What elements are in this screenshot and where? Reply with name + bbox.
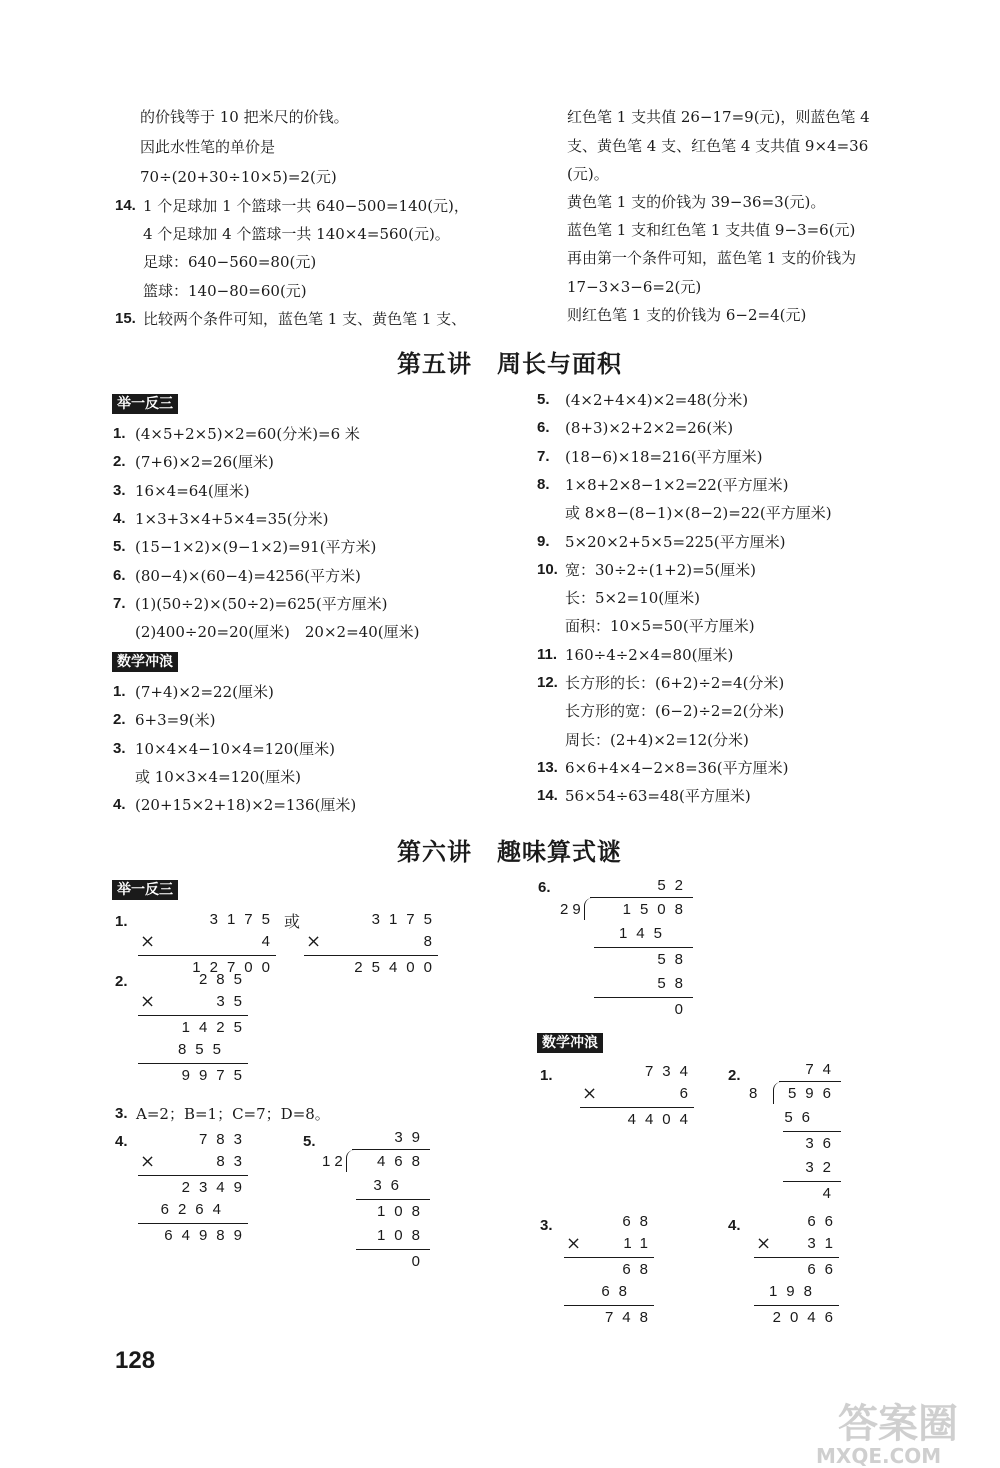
partial-product: 68 [622, 1261, 657, 1278]
product: 4404 [627, 1111, 697, 1128]
rule-line [594, 997, 693, 998]
subtrahend: 145 [618, 925, 671, 942]
question-number: 3. [113, 481, 126, 499]
rule-line [754, 1305, 839, 1306]
answer-line: 宽：30÷2÷(1+2)=5(厘米) [565, 560, 756, 579]
multiplicand: 3175 [371, 911, 441, 928]
text-line: 因此水性笔的单价是 [140, 138, 276, 156]
question-number: 2. [113, 711, 126, 729]
divisor: 8 [749, 1085, 762, 1102]
answer-line: (1)(50÷2)×(50÷2)=625(平方厘米) [135, 594, 388, 613]
rule-line [564, 1257, 654, 1258]
divisor: 29 [560, 901, 585, 918]
multiplier: 11 [623, 1235, 657, 1252]
remainder: 108 [376, 1203, 429, 1220]
rule-line [138, 955, 276, 956]
page-number: 128 [115, 1347, 156, 1374]
answer-line: 或 8×8−(8−1)×(8−2)=22(平方厘米) [565, 504, 832, 523]
dividend: 1508 [622, 901, 692, 918]
answer-line: (7+4)×2=22(厘米) [135, 683, 274, 701]
remainder: 36 [805, 1135, 840, 1152]
section-badge: 举一反三 [112, 880, 178, 900]
multiplier: 4 [261, 933, 279, 950]
product: 748 [604, 1309, 657, 1326]
section-title: 第五讲 周长与面积 [397, 350, 622, 378]
section-badge: 举一反三 [112, 394, 178, 414]
answer-line: 或 10×3×4=120(厘米) [135, 767, 301, 786]
multiply-sign: × [140, 991, 156, 1012]
question-number: 11. [537, 645, 558, 663]
multiplier: 31 [807, 1235, 842, 1252]
rule-line [594, 947, 693, 948]
question-number: 1. [115, 913, 128, 930]
remainder: 4 [822, 1185, 840, 1202]
multiplier: 6 [679, 1085, 697, 1102]
dividend: 596 [787, 1085, 840, 1102]
question-number: 6. [537, 419, 550, 437]
answer-line: 10×4×4−10×4=120(厘米) [135, 739, 335, 758]
answer-line: 56×54÷63=48(平方厘米) [565, 787, 751, 806]
question-number: 7. [537, 447, 550, 465]
question-number: 10. [537, 560, 558, 578]
answer-line: 1×3+3×4+5×4=35(分米) [135, 509, 329, 528]
product: 25400 [354, 959, 441, 976]
answer-line: (2)400÷20=20(厘米) 20×2=40(厘米) [135, 623, 420, 642]
rule-line [138, 1063, 248, 1064]
question-number: 2. [115, 973, 128, 990]
rule-line [304, 955, 438, 956]
rule-line [564, 1305, 654, 1306]
section-badge: 数学冲浪 [112, 652, 178, 672]
question-number: 14. [537, 787, 558, 805]
quotient: 74 [805, 1061, 840, 1078]
answer-line: (7+6)×2=26(厘米) [135, 453, 274, 472]
multiplier: 83 [216, 1153, 251, 1170]
answer-line: 面积：10×5=50(平方厘米) [565, 617, 755, 636]
multiplicand: 66 [807, 1213, 842, 1230]
rule-line [356, 1199, 430, 1200]
section-badge: 数学冲浪 [537, 1033, 603, 1053]
text-line: 支、黄色笔 4 支、红色笔 4 支共值 9×4=36 [567, 137, 869, 155]
answer-line: (15−1×2)×(9−1×2)=91(平方米) [135, 538, 377, 557]
text-line: 4 个足球加 4 个篮球一共 140×4=560(元)。 [143, 225, 450, 243]
question-number: 4. [113, 796, 126, 814]
answer-line: (20+15×2+18)×2=136(厘米) [135, 796, 357, 815]
remainder: 0 [674, 1001, 692, 1018]
answer-line: (80−4)×(60−4)=4256(平方米) [135, 566, 361, 585]
answer-line: 160÷4÷2×4=80(厘米) [565, 645, 734, 664]
product: 64989 [164, 1227, 251, 1244]
partial-product: 68 [601, 1283, 636, 1300]
remainder: 58 [657, 951, 692, 968]
watermark-url: MXQE.COM [816, 1444, 942, 1468]
question-number: 12. [537, 674, 558, 691]
multiplicand: 68 [622, 1213, 657, 1230]
answer-line: (18−6)×18=216(平方厘米) [565, 447, 763, 466]
answer-line: 长方形的宽：(6−2)÷2=2(分米) [565, 702, 785, 721]
partial-product: 855 [177, 1041, 230, 1058]
multiplier: 35 [216, 993, 251, 1010]
question-number: 3. [113, 739, 126, 757]
subtrahend: 108 [376, 1227, 429, 1244]
text-line: A=2；B=1；C=7；D=8。 [136, 1105, 330, 1123]
watermark-logo: 答案圈 [838, 1401, 958, 1447]
multiply-sign: × [566, 1233, 582, 1254]
question-number: 1. [540, 1067, 553, 1084]
rule-line [779, 1081, 841, 1082]
answer-line: (4×5+2×5)×2=60(分米)=6 米 [135, 425, 360, 443]
rule-line [356, 1249, 430, 1250]
question-number: 2. [113, 453, 126, 471]
partial-product: 6264 [160, 1201, 230, 1218]
rule-line [138, 1015, 248, 1016]
partial-product: 198 [768, 1283, 821, 1300]
product: 2046 [772, 1309, 842, 1326]
product: 12700 [192, 959, 279, 976]
remainder: 0 [411, 1253, 429, 1270]
text-line: 足球：640−560=80(元) [143, 253, 317, 271]
answer-line: 长：5×2=10(厘米) [565, 589, 701, 608]
quotient: 39 [394, 1129, 429, 1146]
answer-line: (4×2+4×4)×2=48(分米) [565, 391, 749, 409]
question-number: 4. [728, 1217, 741, 1234]
multiply-sign: × [756, 1233, 772, 1254]
multiplier: 8 [423, 933, 441, 950]
rule-line [138, 1223, 248, 1224]
question-number: 5. [537, 391, 550, 408]
question-number: 4. [115, 1133, 128, 1150]
question-number: 7. [113, 594, 126, 612]
answer-line: 5×20×2+5×5=225(平方厘米) [565, 532, 786, 551]
answer-line: 长方形的长：(6+2)÷2=4(分米) [565, 674, 785, 692]
text-line: 篮球：140−80=60(元) [143, 282, 307, 300]
subtrahend: 56 [784, 1109, 819, 1126]
partial-product: 66 [807, 1261, 842, 1278]
question-number: 13. [537, 758, 558, 776]
text-line: 比较两个条件可知，蓝色笔 1 支、黄色笔 1 支、 [143, 310, 467, 328]
multiply-sign: × [140, 931, 156, 952]
question-number: 9. [537, 532, 550, 550]
section-title: 第六讲 趣味算式谜 [397, 838, 622, 866]
text-line: 黄色笔 1 支的价钱为 39−36=3(元)。 [567, 193, 826, 211]
text-line: 的价钱等于 10 把米尺的价钱。 [140, 108, 349, 126]
text-line: 70÷(20+30÷10×5)=2(元) [140, 168, 337, 186]
question-number: 3. [540, 1217, 553, 1234]
multiplicand: 285 [198, 971, 251, 988]
rule-line [783, 1131, 841, 1132]
question-number: 6. [538, 879, 551, 896]
dividend: 468 [376, 1153, 429, 1170]
question-number: 4. [113, 509, 126, 527]
product: 9975 [181, 1067, 251, 1084]
multiply-sign: × [140, 1151, 156, 1172]
rule-line [590, 897, 693, 898]
text-line: 红色笔 1 支共值 26−17=9(元)，则蓝色笔 4 [567, 108, 870, 126]
multiplicand: 734 [644, 1063, 697, 1080]
answer-line: 周长：(2+4)×2=12(分米) [565, 730, 749, 749]
rule-line [783, 1181, 841, 1182]
question-number: 5. [113, 538, 126, 556]
answer-line: 1×8+2×8−1×2=22(平方厘米) [565, 475, 789, 494]
answer-line: 16×4=64(厘米) [135, 481, 250, 500]
question-number: 8. [537, 475, 550, 493]
question-number: 1. [113, 683, 126, 700]
text-line: 则红色笔 1 支的价钱为 6−2=4(元) [567, 306, 807, 324]
multiplicand: 3175 [209, 911, 279, 928]
text-line: 17−3×3−6=2(元) [567, 278, 702, 296]
subtrahend: 32 [805, 1159, 840, 1176]
text-line: 1 个足球加 1 个篮球一共 640−500=140(元)， [143, 197, 469, 215]
question-number: 1. [113, 425, 126, 442]
or-label: 或 [284, 912, 301, 931]
answer-line: 6+3=9(米) [135, 711, 216, 730]
text-line: (元)。 [567, 165, 609, 183]
multiply-sign: × [582, 1083, 598, 1104]
subtrahend: 36 [373, 1177, 408, 1194]
text-line: 再由第一个条件可知，蓝色笔 1 支的价钱为 [567, 249, 857, 267]
multiply-sign: × [306, 931, 322, 952]
question-number: 15. [115, 310, 136, 327]
quotient: 52 [657, 877, 692, 894]
partial-product: 1425 [181, 1019, 251, 1036]
text-line: 蓝色笔 1 支和红色笔 1 支共值 9−3=6(元) [567, 221, 856, 239]
rule-line [352, 1149, 430, 1150]
rule-line [754, 1257, 839, 1258]
divisor: 12 [322, 1153, 347, 1170]
answer-line: 6×6+4×4−2×8=36(平方厘米) [565, 758, 789, 777]
answer-line: (8+3)×2+2×2=26(米) [565, 419, 734, 438]
partial-product: 2349 [181, 1179, 251, 1196]
question-number: 5. [303, 1133, 316, 1150]
question-number: 2. [728, 1067, 741, 1084]
question-number: 3. [115, 1105, 128, 1122]
question-number: 6. [113, 566, 126, 584]
question-number: 14. [115, 197, 136, 214]
subtrahend: 58 [657, 975, 692, 992]
multiplicand: 783 [198, 1131, 251, 1148]
